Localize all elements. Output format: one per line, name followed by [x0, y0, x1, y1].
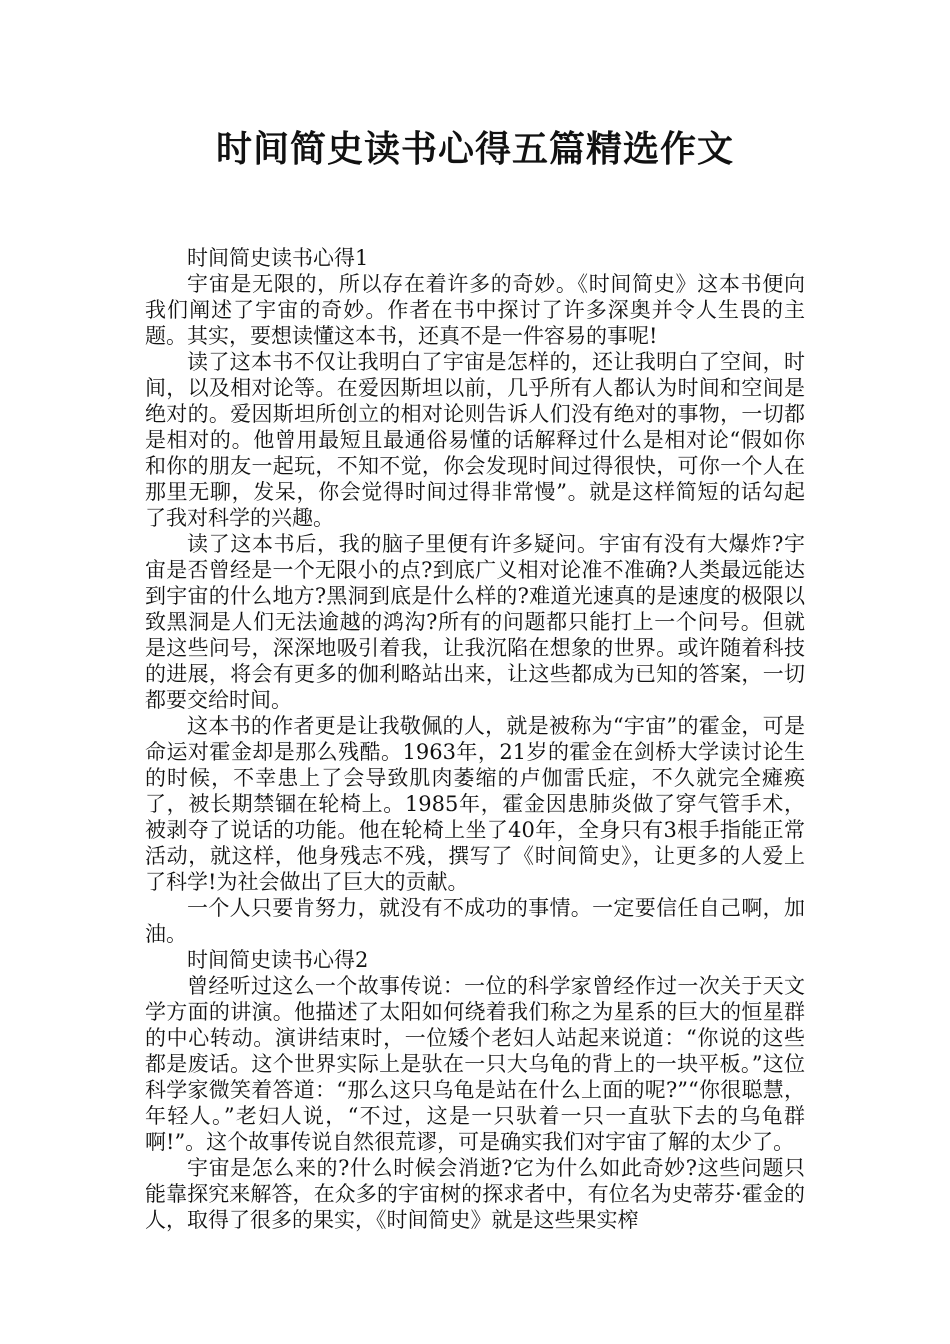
- paragraph: 宇宙是怎么来的?什么时候会消逝?它为什么如此奇妙?这些问题只能靠探究来解答，在众多的宇宙树的探求者中，有位名为史蒂芬·霍金的人，取得了很多的果实，《时间简史》就是这些果实榨: [145, 1156, 805, 1232]
- section-heading: 时间简史读书心得2: [187, 948, 369, 972]
- document-body: [145, 245, 805, 1233]
- paragraph: 这本书的作者更是让我敬佩的人，就是被称为“宇宙”的霍金，可是命运对霍金却是那么残酷。1963年，21岁的霍金在剑桥大学读讨论生的时候，不幸患上了会导致肌肉萎缩的卢伽雷氏症，不久就完全瘫痪了，被长期禁锢在轮椅上。1985年，霍金因患肺炎做了穿气管手术，被剥夺了说话的功能。他在轮椅上坐了40年，全身只有3根手指能正常活动，就这样，他身残志不残，撰写了《时间简史》，让更多的人爱上了科学!为社会做出了巨大的贡献。: [145, 714, 805, 894]
- paragraph: 宇宙是无限的，所以存在着许多的奇妙。《时间简史》这本书便向我们阐述了宇宙的奇妙。作者在书中探讨了许多深奥并令人生畏的主题。其实，要想读懂这本书，还真不是一件容易的事呢!: [145, 272, 805, 348]
- paragraph: 曾经听过这么一个故事传说：一位的科学家曾经作过一次关于天文学方面的讲演。他描述了太阳如何绕着我们称之为星系的巨大的恒星群的中心转动。演讲结束时，一位矮个老妇人站起来说道：“你说的这些都是废话。这个世界实际上是驮在一只大乌龟的背上的一块平板。”这位科学家微笑着答道：“那么这只乌龟是站在什么上面的呢?”“你很聪慧，年轻人。”老妇人说，“不过，这是一只驮着一只一直驮下去的乌龟群啊!”。这个故事传说自然很荒谬，可是确实我们对宇宙了解的太少了。: [145, 974, 805, 1154]
- paragraph: 读了这本书不仅让我明白了宇宙是怎样的，还让我明白了空间，时间，以及相对论等。在爱因斯坦以前，几乎所有人都认为时间和空间是绝对的。爱因斯坦所创立的相对论则告诉人们没有绝对的事物，一切都是相对的。他曾用最短且最通俗易懂的话解释过什么是相对论“假如你和你的朋友一起玩，不知不觉，你会发现时间过得很快，可你一个人在那里无聊，发呆，你会觉得时间过得非常慢”。就是这样简短的话勾起了我对科学的兴趣。: [145, 350, 805, 530]
- paragraph: 一个人只要肯努力，就没有不成功的事情。一定要信任自己啊，加油。: [145, 896, 805, 946]
- document-title: 时间简史读书心得五篇精选作文: [215, 129, 734, 170]
- paragraph: 读了这本书后，我的脑子里便有许多疑问。宇宙有没有大爆炸?宇宙是否曾经是一个无限小的点?到底广义相对论准不准确?人类最远能达到宇宙的什么地方?黑洞到底是什么样的?难道光速真的是速度的极限以致黑洞是人们无法逾越的鸿沟?所有的问题都只能打上一个问号。但就是这些问号，深深地吸引着我，让我沉陷在想象的世界。或许随着科技的进展，将会有更多的伽利略站出来，让这些都成为已知的答案，一切都要交给时间。: [145, 532, 805, 712]
- section-heading: 时间简史读书心得1: [187, 246, 369, 270]
